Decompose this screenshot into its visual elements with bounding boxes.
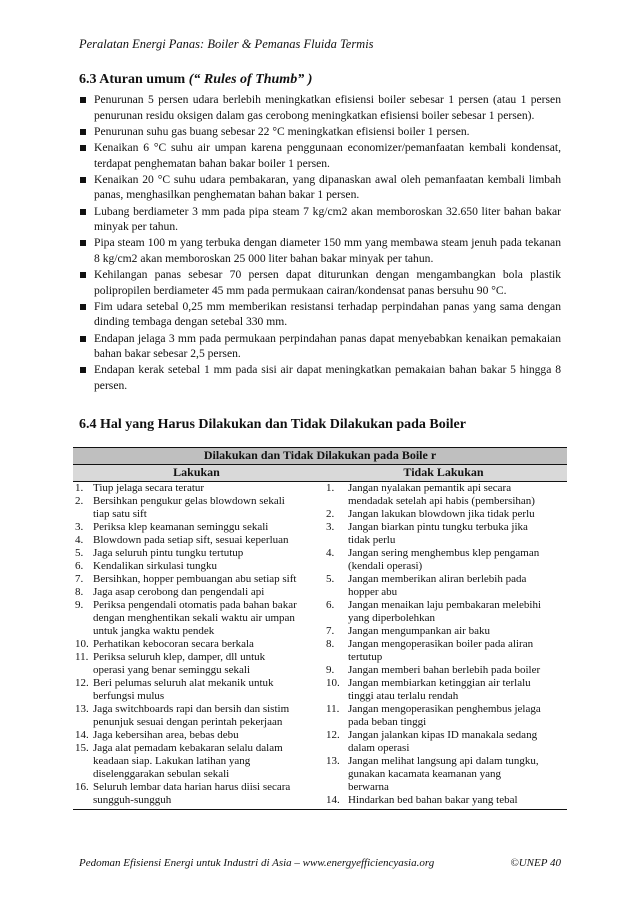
table-title: Dilakukan dan Tidak Dilakukan pada Boile r: [73, 447, 567, 464]
item-number: 16.: [75, 781, 89, 793]
item-line: Blowdown pada setiap sift, sesuai keperluan: [93, 534, 289, 546]
item-line: Seluruh lembar data harian harus diisi secara: [93, 781, 291, 793]
list-item: [73, 781, 320, 807]
bullet-item: Lubang berdiameter 3 mm pada pipa steam 7 kg/cm2 akan memboroskan 32.650 liter bahan bakar minyak per tahun.: [79, 204, 561, 235]
list-item: [320, 703, 567, 729]
item-text: [348, 508, 567, 521]
item-line: berfungsi mulus: [93, 690, 165, 702]
item-text: [93, 547, 320, 560]
item-number: 12.: [75, 677, 89, 689]
table-header-row: [73, 464, 567, 482]
item-number: 10.: [75, 638, 89, 650]
bullet-item: Kenaikan 6 °C suhu air umpan karena penggunaan economizer/pemanfaatan kembali kondensat, terdapat penghematan bahan bakar boiler 1 persen.: [79, 140, 561, 171]
column-header-lakukan: Lakukan: [173, 465, 220, 479]
item-text: [348, 755, 567, 794]
item-line: Tiup jelaga secara teratur: [93, 482, 205, 494]
list-item: [73, 729, 320, 742]
dos-donts-table: [73, 447, 567, 810]
list-item: [73, 547, 320, 560]
list-item: [73, 521, 320, 534]
item-line: pada beban tinggi: [348, 716, 427, 728]
item-text: [93, 729, 320, 742]
item-text: [93, 781, 320, 807]
section-heading-6-3: [79, 72, 312, 88]
section-heading-subtitle: (“ Rules of Thumb” ): [188, 72, 313, 87]
list-item: [320, 482, 567, 508]
item-line: Jaga switchboards rapi dan bersih dan sistim: [93, 703, 290, 715]
bullet-item: Pipa steam 100 m yang terbuka dengan diameter 150 mm yang membawa steam jenuh pada tekanan 8 kg/cm2 akan memboroskan 25 000 liter bahan bakar minyak per tahun.: [79, 235, 561, 266]
item-number: 1.: [75, 482, 84, 494]
list-item: [320, 677, 567, 703]
item-line: Jangan menaikan laju pembakaran melebihi: [348, 599, 542, 611]
item-line: Jangan sering menghembus klep pengaman: [348, 547, 540, 559]
item-line: Bersihkan pengukur gelas blowdown sekali: [93, 495, 285, 507]
bullet-item: Fim udara setebal 0,25 mm memberikan resistansi terhadap perpindahan panas yang sama dengan dinding tembaga dengan setebal 330 mm.: [79, 299, 561, 330]
item-line: Hindarkan bed bahan bakar yang tebal: [348, 794, 518, 806]
item-text: [348, 703, 567, 729]
item-number: 1.: [326, 482, 335, 494]
item-number: 2.: [326, 508, 335, 520]
item-line: diselenggarakan sebulan sekali: [93, 768, 230, 780]
item-line: Jangan jalankan kipas ID manakala sedang: [348, 729, 538, 741]
rules-of-thumb-list: [79, 92, 561, 394]
item-line: Kendalikan sirkulasi tungku: [93, 560, 218, 572]
item-number: 7.: [326, 625, 335, 637]
item-line: Jangan mengumpankan air baku: [348, 625, 491, 637]
bullet-item: Penurunan 5 persen udara berlebih meningkatkan efisiensi boiler sebesar 1 persen (atau 1 persen penurunan residu oksigen dalam gas cerobong meningkatkan efisiensi boiler sebesar 1 persen).: [79, 92, 561, 123]
item-text: [348, 547, 567, 573]
item-line: tertutup: [348, 651, 383, 663]
bullet-item: Endapan jelaga 3 mm pada permukaan perpindahan panas dapat menyebabkan kenaikan pemakaian bahan bakar sebesar 2,5 persen.: [79, 331, 561, 362]
item-line: tidak perlu: [348, 534, 396, 546]
item-number: 13.: [75, 703, 89, 715]
item-text: [348, 664, 567, 677]
item-number: 11.: [326, 703, 340, 715]
item-text: [93, 677, 320, 703]
list-item: [320, 664, 567, 677]
item-number: 8.: [326, 638, 335, 650]
item-line: keadaan siap. Lakukan latihan yang: [93, 755, 251, 767]
item-text: [93, 651, 320, 677]
item-number: 11.: [75, 651, 89, 663]
bullet-item: Penurunan suhu gas buang sebesar 22 °C meningkatkan efisiensi boiler 1 persen.: [79, 124, 561, 140]
item-line: Jaga seluruh pintu tungku tertutup: [93, 547, 244, 559]
item-line: hopper abu: [348, 586, 398, 598]
item-line: gunakan kacamata keamanan yang: [348, 768, 502, 780]
item-line: Jangan melihat langsung api dalam tungku,: [348, 755, 539, 767]
item-text: [93, 638, 320, 651]
list-item: [73, 638, 320, 651]
list-item: [320, 625, 567, 638]
item-text: [348, 638, 567, 664]
item-number: 2.: [75, 495, 84, 507]
item-line: Jangan memberikan aliran berlebih pada: [348, 573, 527, 585]
list-item: [320, 573, 567, 599]
list-item: [320, 794, 567, 807]
item-number: 5.: [75, 547, 84, 559]
item-line: Jangan lakukan blowdown jika tidak perlu: [348, 508, 535, 520]
item-line: mendadak setelah api habis (pembersihan): [348, 495, 535, 507]
item-line: Bersihkan, hopper pembuangan abu setiap sift: [93, 573, 297, 585]
item-number: 13.: [326, 755, 340, 767]
list-item: [73, 560, 320, 573]
item-number: 9.: [75, 599, 84, 611]
item-line: Jangan memberi bahan berlebih pada boiler: [348, 664, 541, 676]
item-number: 12.: [326, 729, 340, 741]
list-item: [320, 547, 567, 573]
item-number: 6.: [326, 599, 335, 611]
section-heading-6-4: 6.4 Hal yang Harus Dilakukan dan Tidak Dilakukan pada Boiler: [79, 417, 466, 432]
footer-page-number: ©UNEP 40: [510, 857, 561, 869]
item-number: 3.: [75, 521, 84, 533]
item-line: yang diperbolehkan: [348, 612, 436, 624]
item-line: Beri pelumas seluruh alat mekanik untuk: [93, 677, 274, 689]
item-line: untuk jangka waktu pendek: [93, 625, 215, 637]
list-item: [73, 482, 320, 495]
column-header-tidak-lakukan: Tidak Lakukan: [403, 465, 484, 479]
list-item: [320, 508, 567, 521]
footer-source: Pedoman Efisiensi Energi untuk Industri di Asia – www.energyefficiencyasia.org: [79, 857, 435, 869]
list-item: [73, 534, 320, 547]
table-body: [73, 482, 567, 810]
item-number: 3.: [326, 521, 335, 533]
item-number: 8.: [75, 586, 84, 598]
item-number: 5.: [326, 573, 335, 585]
bullet-item: Endapan kerak setebal 1 mm pada sisi air dapat meningkatkan pemakaian bahan bakar 5 hingga 8 persen.: [79, 362, 561, 393]
list-item: [73, 599, 320, 638]
item-text: [348, 625, 567, 638]
list-item: [320, 521, 567, 547]
item-line: (kendali operasi): [348, 560, 423, 572]
item-text: [93, 534, 320, 547]
bullet-item: Kenaikan 20 °C suhu udara pembakaran, yang dipanaskan awal oleh pemanfaatan kembali limbah panas, menghasilkan penghematan bahan bakar 1 persen.: [79, 172, 561, 203]
item-text: [348, 521, 567, 547]
item-line: operasi yang benar seminggu sekali: [93, 664, 251, 676]
list-item: [73, 651, 320, 677]
item-line: sungguh-sungguh: [93, 794, 172, 806]
item-text: [348, 794, 567, 807]
item-line: Jangan nyalakan pemantik api secara: [348, 482, 512, 494]
list-item: [73, 573, 320, 586]
item-number: 14.: [75, 729, 89, 741]
item-line: penunjuk sesuai dengan perintah pekerjaan: [93, 716, 283, 728]
item-line: Periksa pengendali otomatis pada bahan bakar: [93, 599, 297, 611]
item-line: Periksa klep keamanan seminggu sekali: [93, 521, 269, 533]
item-line: Jangan mengoperasikan boiler pada aliran: [348, 638, 534, 650]
item-text: [93, 573, 320, 586]
item-number: 6.: [75, 560, 84, 572]
item-text: [93, 586, 320, 599]
item-text: [93, 560, 320, 573]
item-text: [93, 742, 320, 781]
item-line: dengan menghentikan sekali waktu air umpan: [93, 612, 295, 624]
item-number: 15.: [75, 742, 89, 754]
list-item: [320, 755, 567, 794]
running-header: Peralatan Energi Panas: Boiler & Pemanas Fluida Termis: [79, 37, 374, 51]
item-text: [93, 482, 320, 495]
list-item: [73, 586, 320, 599]
item-line: Jaga asap cerobong dan pengendali api: [93, 586, 265, 598]
bullet-item: Kehilangan panas sebesar 70 persen dapat diturunkan dengan mengambangkan bola plastik polipropilen berdiameter 45 mm pada permukaan cairan/kondensat panas bersuhu 90 °C.: [79, 267, 561, 298]
item-text: [93, 599, 320, 638]
list-item: [73, 742, 320, 781]
list-item: [320, 638, 567, 664]
item-text: [93, 521, 320, 534]
item-text: [348, 677, 567, 703]
list-item: [73, 677, 320, 703]
list-item: [73, 495, 320, 521]
list-item: [320, 599, 567, 625]
item-number: 4.: [75, 534, 84, 546]
tidak-lakukan-list: [320, 482, 567, 807]
item-text: [348, 573, 567, 599]
item-line: Perhatikan kebocoran secara berkala: [93, 638, 254, 650]
item-number: 4.: [326, 547, 335, 559]
item-line: Jangan mengoperasikan penghembus jelaga: [348, 703, 541, 715]
lakukan-list: [73, 482, 320, 807]
item-text: [93, 703, 320, 729]
item-text: [348, 599, 567, 625]
item-number: 9.: [326, 664, 335, 676]
item-line: Jaga kebersihan area, bebas debu: [93, 729, 239, 741]
item-line: tiap satu sift: [93, 508, 147, 520]
item-text: [348, 482, 567, 508]
item-line: dalam operasi: [348, 742, 410, 754]
item-number: 7.: [75, 573, 84, 585]
item-line: Periksa seluruh klep, damper, dll untuk: [93, 651, 266, 663]
page-footer: [79, 857, 561, 869]
item-number: 14.: [326, 794, 340, 806]
list-item: [73, 703, 320, 729]
list-item: [320, 729, 567, 755]
item-line: berwarna: [348, 781, 389, 793]
item-line: tinggi atau terlalu rendah: [348, 690, 459, 702]
item-line: Jangan biarkan pintu tungku terbuka jika: [348, 521, 528, 533]
item-line: Jaga alat pemadam kebakaran selalu dalam: [93, 742, 283, 754]
item-number: 10.: [326, 677, 340, 689]
item-text: [93, 495, 320, 521]
item-text: [348, 729, 567, 755]
item-line: Jangan membiarkan ketinggian air terlalu: [348, 677, 531, 689]
section-heading-text: 6.3 Aturan umum: [79, 72, 186, 87]
